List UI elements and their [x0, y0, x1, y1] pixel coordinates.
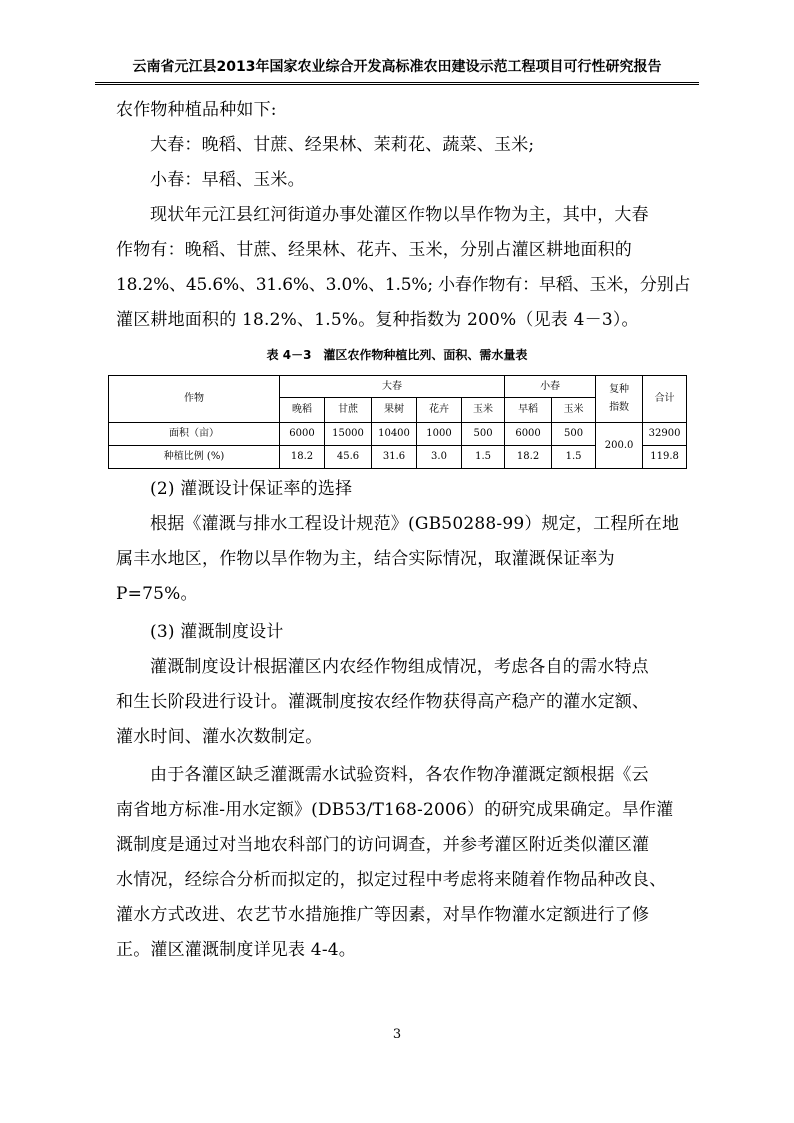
crop-name: 晚稻: [280, 398, 325, 423]
text-line: 灌水方式改进、农艺节水措施推广等因素，对旱作物灌水定额进行了修: [116, 905, 650, 925]
table-row: [109, 423, 687, 446]
text-line: 作物有：晚稻、甘蔗、经果林、花卉、玉米，分别占灌区耕地面积的: [116, 240, 632, 260]
crop-table: [108, 375, 687, 469]
table-cell: 6000: [505, 423, 552, 446]
text-line: 根据《灌溉与排水工程设计规范》(GB50288-99）规定，工程所在地: [150, 514, 680, 534]
header-fuzhong-line2: 指数: [609, 402, 630, 413]
page-number: 3: [392, 1027, 402, 1042]
text-line: 灌溉制度设计根据灌区内农经作物组成情况，考虑各自的需水特点: [150, 657, 649, 677]
table-cell: 1000: [417, 423, 462, 446]
table-cell: 31.6: [372, 446, 417, 469]
text-line: 灌水时间、灌水次数制定。: [116, 727, 323, 747]
row-label: 种植比例 (%): [109, 446, 280, 469]
text-line: 由于各灌区缺乏灌溉需水试验资料，各农作物净灌溉定额根据《云: [150, 765, 649, 785]
crop-name: 甘蔗: [325, 398, 372, 423]
table-cell-total: 119.8: [643, 446, 687, 469]
text-line: 正。灌区灌溉制度详见表 4-4。: [116, 940, 356, 960]
crop-name: 早稻: [505, 398, 552, 423]
text-line: 南省地方标准-用水定额》(DB53/T168-2006）的研究成果确定。旱作灌: [116, 800, 674, 820]
table-cell-total: 32900: [643, 423, 687, 446]
text-line: P=75%。: [116, 584, 198, 604]
table-cell: 3.0: [417, 446, 462, 469]
text-line: 现状年元江县红河街道办事处灌区作物以旱作物为主，其中，大春: [150, 205, 649, 225]
text-line: 农作物种植品种如下:: [116, 100, 277, 120]
text-line: 属丰水地区，作物以旱作物为主，结合实际情况，取灌溉保证率为: [116, 549, 615, 569]
text-line: 18.2%、45.6%、31.6%、3.0%、1.5%; 小春作物有：早稻、玉米，分别占: [116, 275, 691, 295]
table-cell: 1.5: [552, 446, 596, 469]
header-rule: [95, 82, 699, 85]
table-cell: 6000: [280, 423, 325, 446]
table-row: [109, 376, 687, 398]
table-cell: 15000: [325, 423, 372, 446]
section-heading: (2) 灌溉设计保证率的选择: [150, 479, 353, 499]
header-xiaochun: 小春: [505, 376, 596, 398]
header-fuzhong: [596, 376, 643, 423]
crop-name: 花卉: [417, 398, 462, 423]
table-cell: 500: [462, 423, 505, 446]
table-cell: 1.5: [462, 446, 505, 469]
text-line: 和生长阶段进行设计。灌溉制度按农经作物获得高产稳产的灌水定额、: [116, 692, 650, 712]
header-dachun: 大春: [280, 376, 505, 398]
table-cell: 500: [552, 423, 596, 446]
table-cell: 10400: [372, 423, 417, 446]
header-crop: 作物: [109, 376, 280, 423]
header-fuzhong-line1: 复种: [609, 384, 630, 395]
crop-name: 玉米: [552, 398, 596, 423]
text-line: 溉制度是通过对当地农科部门的访问调查，并参考灌区附近类似灌区灌: [116, 835, 650, 855]
table-cell: 18.2: [280, 446, 325, 469]
text-line: 灌区耕地面积的 18.2%、1.5%。复种指数为 200%（见表 4－3）。: [116, 310, 639, 330]
row-label: 面积（亩）: [109, 423, 280, 446]
text-line: 水情况，经综合分析而拟定的，拟定过程中考虑将来随着作物品种改良、: [116, 870, 667, 890]
table-caption: 表 4－3 灌区农作物种植比列、面积、需水量表: [266, 348, 528, 362]
table-cell: 45.6: [325, 446, 372, 469]
table-cell: 18.2: [505, 446, 552, 469]
crop-name: 果树: [372, 398, 417, 423]
text-line: 小春：早稻、玉米。: [150, 170, 305, 190]
crop-name: 玉米: [462, 398, 505, 423]
section-heading: (3) 灌溉制度设计: [150, 622, 284, 642]
header-total: 合计: [643, 376, 687, 423]
header-title: 云南省元江县2013年国家农业综合开发高标准农田建设示范工程项目可行性研究报告: [132, 59, 662, 75]
text-line: 大春：晚稻、甘蔗、经果林、茉莉花、蔬菜、玉米;: [150, 135, 535, 155]
fuzhong-value: 200.0: [596, 423, 643, 469]
